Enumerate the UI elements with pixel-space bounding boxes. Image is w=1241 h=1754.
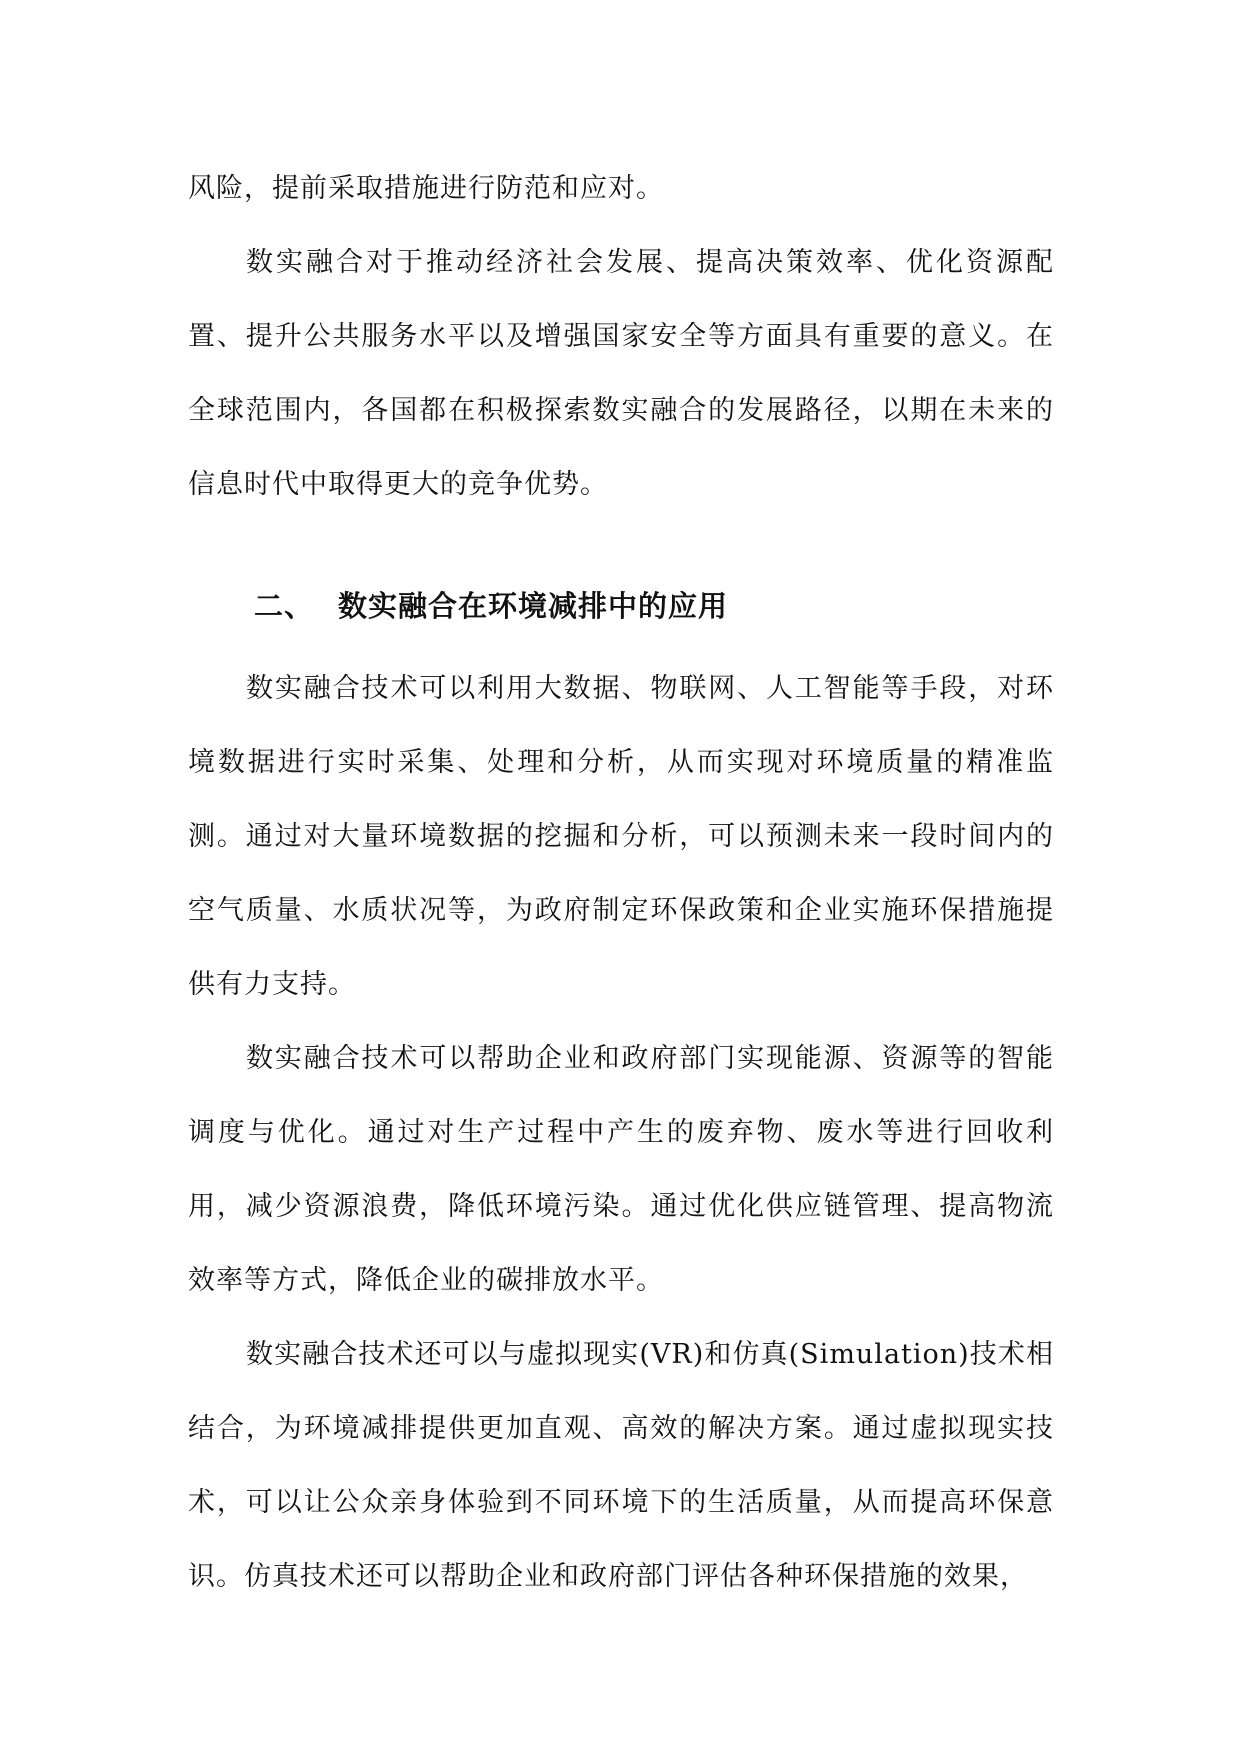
paragraph-optimization: 数实融合技术可以帮助企业和政府部门实现能源、资源等的智能调度与优化。通过对生产过程中产生的废弃物、废水等进行回收利用，减少资源浪费，降低环境污染。通过优化供应链管理、提高物流效率等方式，降低企业的碳排放水平。 — [188, 1043, 1054, 1296]
paragraph-continuation: 风险，提前采取措施进行防范和应对。 — [188, 173, 664, 204]
section-number: 二、 — [254, 589, 315, 623]
section-heading — [188, 560, 1054, 652]
paragraph-significance: 数实融合对于推动经济社会发展、提高决策效率、优化资源配置、提升公共服务水平以及增强国家安全等方面具有重要的意义。在全球范围内，各国都在积极探索数实融合的发展路径，以期在未来的信息时代中取得更大的竞争优势。 — [188, 247, 1054, 500]
section-title: 数实融合在环境减排中的应用 — [338, 589, 729, 623]
paragraph-vr-simulation: 数实融合技术还可以与虚拟现实(VR)和仿真(Simulation)技术相结合，为环境减排提供更加直观、高效的解决方案。通过虚拟现实技术，可以让公众亲身体验到不同环境下的生活质量，从而提高环保意识。仿真技术还可以帮助企业和政府部门评估各种环保措施的效果， — [188, 1339, 1054, 1592]
paragraph-monitoring: 数实融合技术可以利用大数据、物联网、人工智能等手段，对环境数据进行实时采集、处理和分析，从而实现对环境质量的精准监测。通过对大量环境数据的挖掘和分析，可以预测未来一段时间内的空气质量、水质状况等，为政府制定环保政策和企业实施环保措施提供有力支持。 — [188, 673, 1054, 1000]
document-body — [188, 152, 1054, 1614]
